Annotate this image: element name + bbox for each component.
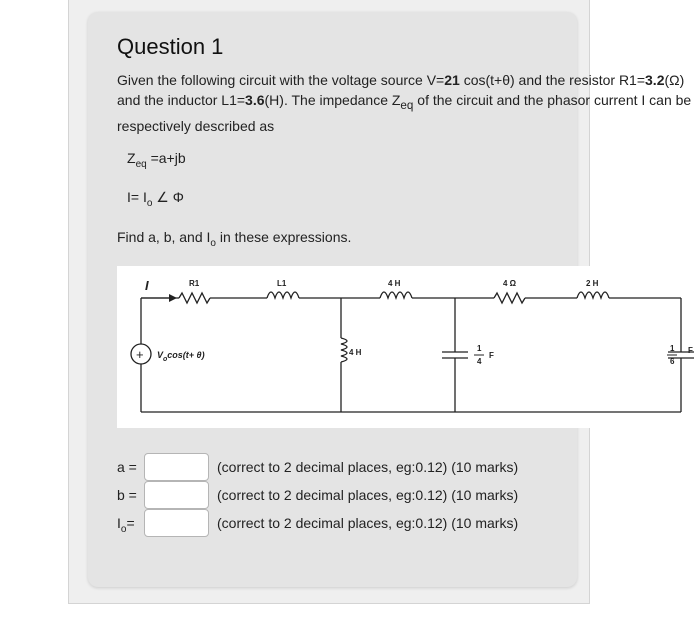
inductor-2h xyxy=(577,292,609,298)
resistor-4ohm xyxy=(494,293,525,303)
current-arrow-icon xyxy=(169,294,177,302)
answer-input-io[interactable] xyxy=(144,509,209,537)
circuit-diagram xyxy=(117,266,700,428)
c2-unit: F xyxy=(688,346,693,355)
inductor-4h-series xyxy=(380,292,412,298)
circuit-svg xyxy=(117,266,700,428)
question-text: Given the following circuit with the voltage source V=21 cos(t+θ) and the resistor R1=3.2(Ω) and the inductor L1=3.6(H). The impedance $Z_{eq}$ of the circuit and the phasor current I can be respectively described as xyxy=(117,72,692,134)
voltage-value: 21 xyxy=(444,72,460,88)
current-label: I xyxy=(145,278,149,293)
zeq-formula: $Z_{eq} =a+jb$ xyxy=(127,150,186,170)
question-title: Question 1 xyxy=(117,34,224,59)
answer-label-io: $I_o=$ xyxy=(117,515,135,535)
inductor-4h-shunt xyxy=(341,338,347,362)
answer-label-b: b = xyxy=(117,487,137,503)
c2-numerator: 1 xyxy=(670,344,675,353)
find-instruction: Find a, b, and $I_o$ in these expressions. xyxy=(117,229,352,249)
resistor-r1 xyxy=(179,293,210,303)
r1-label: R1 xyxy=(189,279,200,288)
l-last-label: 2 H xyxy=(586,279,599,288)
c1-numerator: 1 xyxy=(477,344,482,353)
inductor-l1 xyxy=(267,292,299,298)
answer-hint-a: (correct to 2 decimal places, eg:0.12) (10 marks) xyxy=(217,459,519,475)
c1-denominator: 4 xyxy=(477,357,482,366)
r1-value: 3.2 xyxy=(645,72,665,88)
answer-hint-io: (correct to 2 decimal places, eg:0.12) (10 marks) xyxy=(217,515,519,531)
l1-label: L1 xyxy=(277,279,287,288)
l-series-label: 4 H xyxy=(388,279,401,288)
answer-input-b[interactable] xyxy=(144,481,209,509)
c1-unit: F xyxy=(489,351,494,360)
c2-denominator: 6 xyxy=(670,357,675,366)
current-formula: $I= I_o$ ∠ Φ xyxy=(127,189,184,209)
r-series-label: 4 Ω xyxy=(503,279,517,288)
answer-input-a[interactable] xyxy=(144,453,209,481)
source-label: $V_o\cos(t+ \theta)$ xyxy=(157,350,205,363)
answer-label-a: a = xyxy=(117,459,137,475)
plus-sign: + xyxy=(136,347,144,362)
l-shunt-label: 4 H xyxy=(349,348,362,357)
l1-value: 3.6 xyxy=(245,92,265,108)
answer-hint-b: (correct to 2 decimal places, eg:0.12) (10 marks) xyxy=(217,487,519,503)
